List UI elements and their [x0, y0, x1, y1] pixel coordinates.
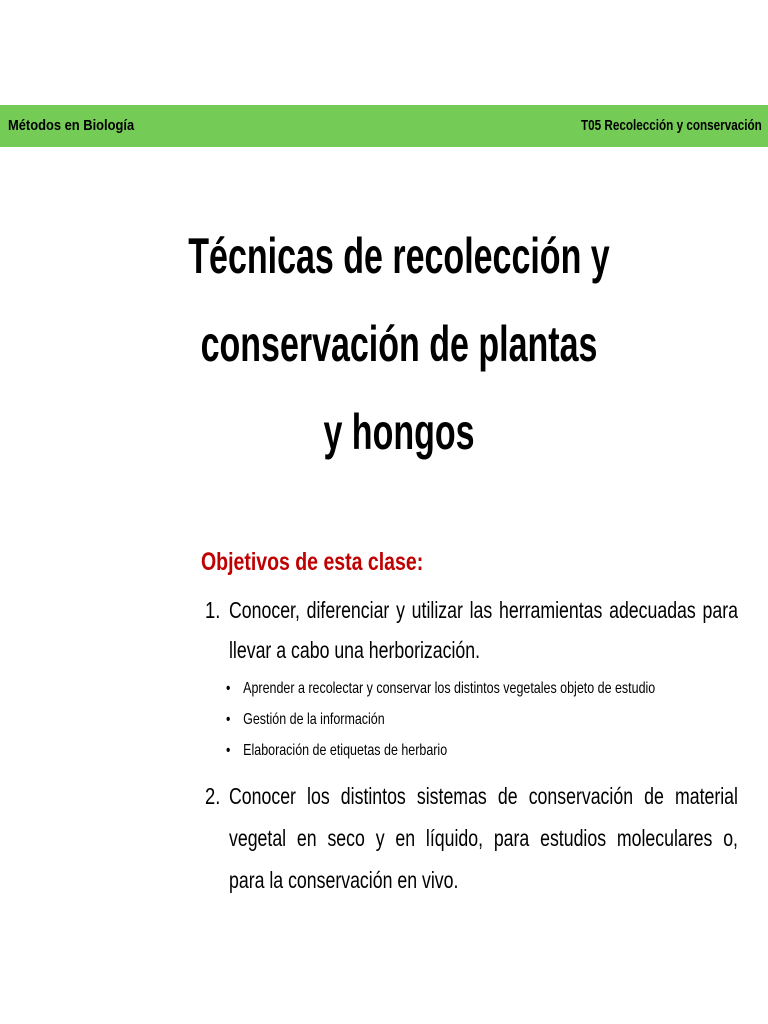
- bullet-symbol: •: [226, 742, 231, 759]
- bullet-text: Aprender a recolectar y conservar los distintos vegetales objeto de estudio: [243, 680, 656, 697]
- bullet-symbol: •: [226, 680, 231, 697]
- item-1-line-2: llevar a cabo una herborización.: [229, 637, 481, 663]
- bullet-item: [226, 711, 385, 729]
- header-bar: [0, 105, 768, 147]
- bullet-item: [226, 680, 655, 698]
- item-number-1: 1.: [205, 597, 221, 623]
- title-line-2: conservación de plantas: [200, 316, 598, 372]
- item-2-line-3: para la conservación en vivo.: [229, 867, 459, 893]
- title-line-3: y hongos: [323, 404, 475, 460]
- course-name: Métodos en Biología: [8, 117, 135, 134]
- item-2-line-1: Conocer los distintos sistemas de conservación de material: [229, 783, 738, 809]
- slide-title: [128, 212, 671, 476]
- topic-name: T05 Recolección y conservación: [581, 117, 762, 134]
- bullet-text: Elaboración de etiquetas de herbario: [243, 742, 448, 759]
- objectives-heading: Objetivos de esta clase:: [201, 548, 424, 576]
- title-line-1: Técnicas de recolección y: [188, 228, 610, 284]
- item-number-2: 2.: [205, 783, 221, 809]
- bullet-text: Gestión de la información: [243, 711, 385, 728]
- item-1-line-1: Conocer, diferenciar y utilizar las herramientas adecuadas para: [229, 597, 738, 623]
- bullet-symbol: •: [226, 711, 231, 728]
- item-2-line-2: vegetal en seco y en líquido, para estudios moleculares o,: [229, 825, 738, 851]
- bullet-item: [226, 742, 447, 760]
